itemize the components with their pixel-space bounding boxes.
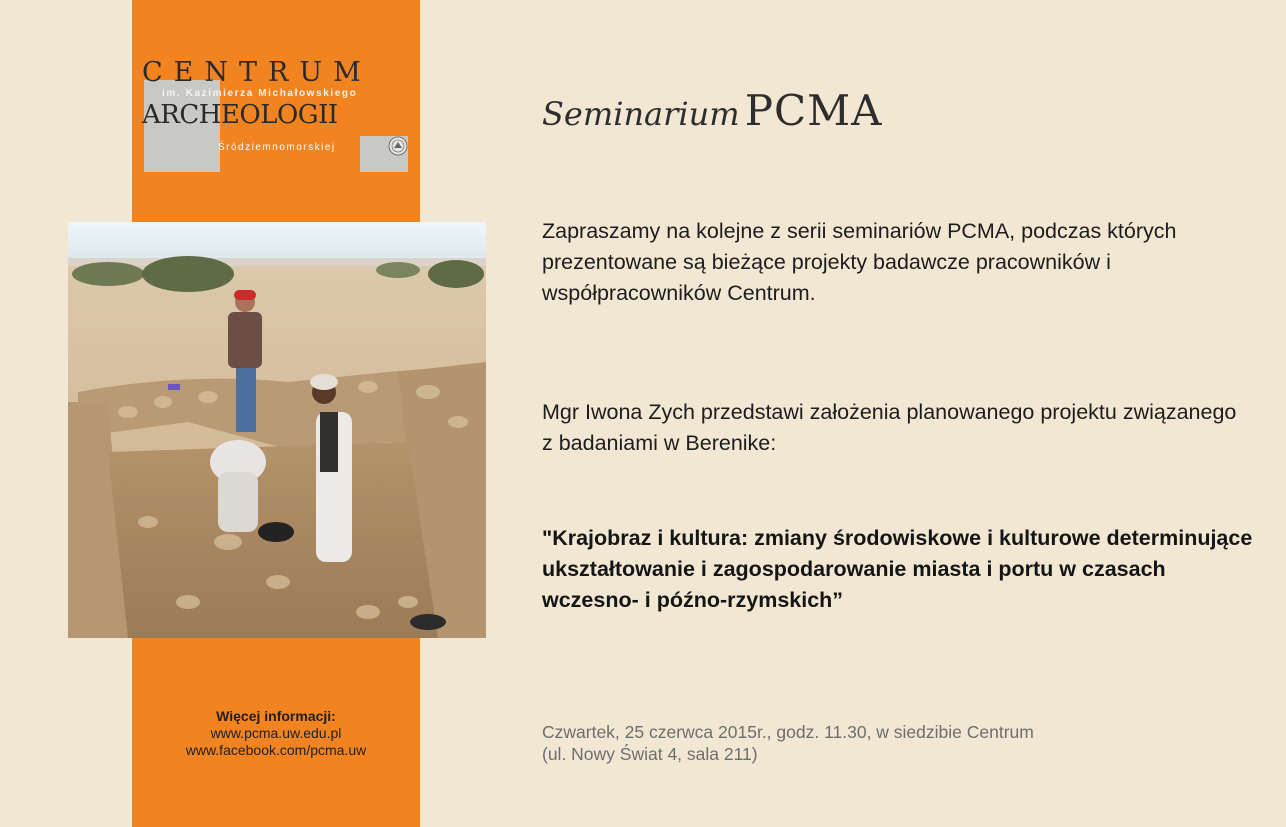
logo-srodziemnomorskiej: Śródziemnomorskiej (218, 142, 336, 153)
logo-patron: im. Kazimierza Michałowskiego (162, 88, 358, 99)
more-info-heading: Więcej informacji: (216, 708, 336, 724)
pcma-logo (140, 58, 412, 178)
logo-centrum: CENTRUM (142, 57, 372, 88)
lecture-title: "Krajobraz i kultura: zmiany środowiskowe i kulturowe determinujące ukształtowanie i zagospodarowanie miasta i portu w czasach wczesno- i późno-rzymskich” (542, 526, 1253, 612)
event-details (542, 721, 1242, 765)
title-seminarium: Seminarium (542, 95, 740, 133)
event-datetime: Czwartek, 25 czerwca 2015r., godz. 11.30, w siedzibie Centrum (542, 722, 1034, 742)
intro-paragraph: Zapraszamy na kolejne z serii seminariów PCMA, podczas których prezentowane są bieżące projekty badawcze pracowników i współpracowników Centrum. (542, 219, 1177, 305)
presenter-paragraph: Mgr Iwona Zych przedstawi założenia planowanego projektu związanego z badaniami w Berenike: (542, 400, 1237, 455)
event-location: (ul. Nowy Świat 4, sala 211) (542, 744, 758, 764)
page-title (542, 86, 882, 135)
logo-archeologii: ARCHEOLOGII (142, 100, 338, 130)
university-seal-icon (388, 136, 408, 156)
website-link[interactable]: www.pcma.uw.edu.pl (210, 725, 342, 741)
more-info-block (132, 708, 420, 759)
facebook-link[interactable]: www.facebook.com/pcma.uw (185, 742, 367, 758)
title-pcma: PCMA (744, 86, 883, 135)
excavation-photo (68, 222, 486, 638)
